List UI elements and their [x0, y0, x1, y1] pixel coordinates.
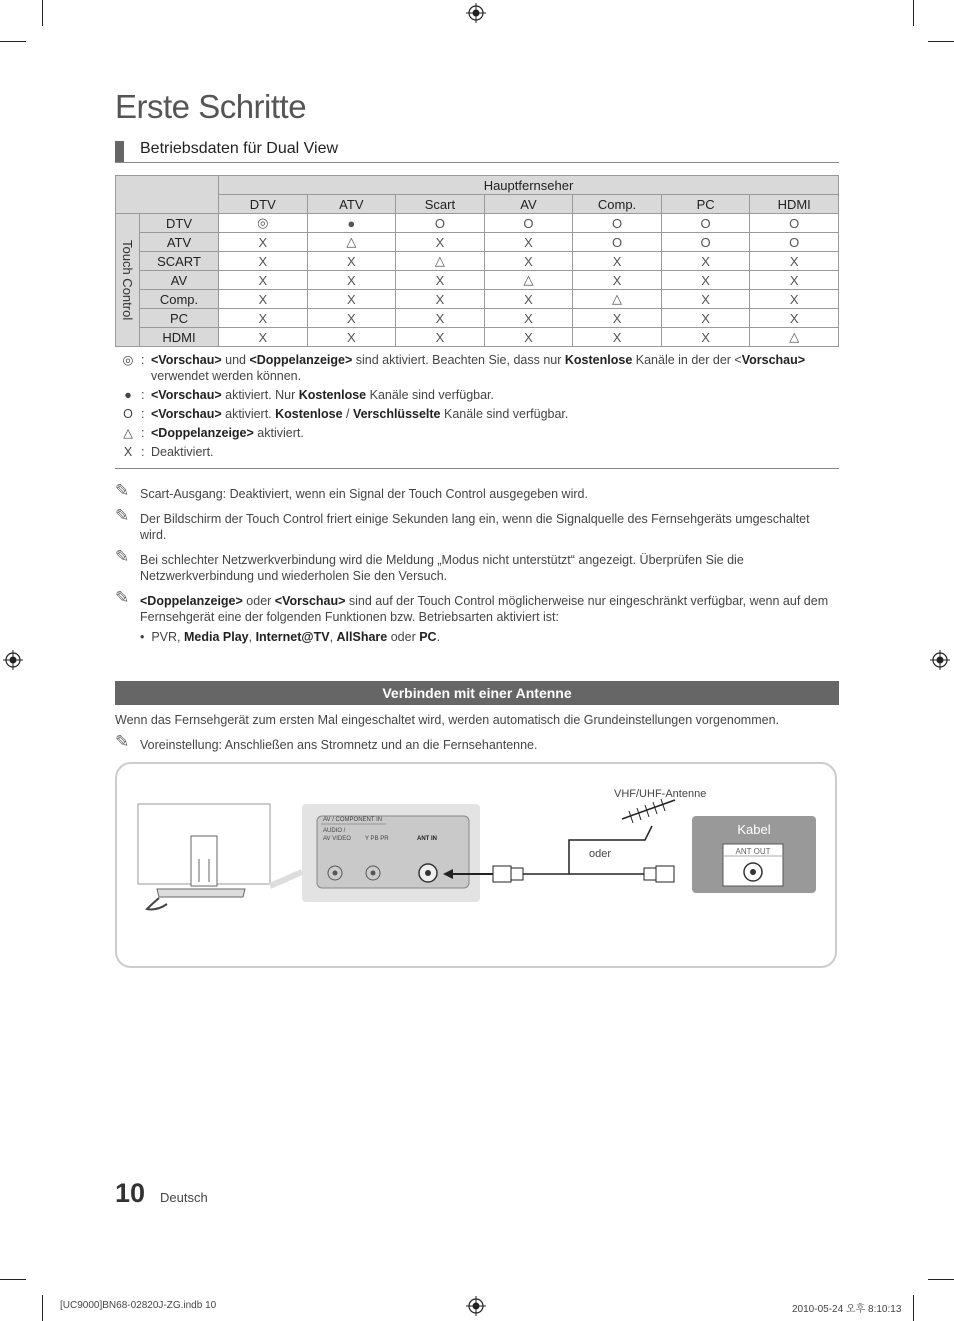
table-cell: X [307, 328, 396, 347]
table-cell: O [750, 233, 839, 252]
bullet-strong: Internet@TV [255, 630, 330, 644]
registration-mark-icon [930, 650, 950, 670]
table-cell: X [484, 309, 573, 328]
table-cell: X [219, 328, 308, 347]
table-row [116, 214, 839, 233]
table-row [116, 233, 839, 252]
table-cell: X [484, 290, 573, 309]
legend-symbol: O [123, 407, 133, 421]
connector-icon [644, 868, 656, 880]
note [115, 588, 839, 625]
legend-strong: Kostenlose [275, 407, 343, 421]
print-timestamp: 2010-05-24 오후 8:10:13 [792, 1304, 902, 1315]
legend-strong: Vorschau> [741, 353, 806, 367]
note [115, 732, 839, 753]
crop-mark [0, 1279, 26, 1280]
crop-mark [913, 0, 914, 26]
bullet-text: . [436, 630, 441, 644]
bullet-strong: AllShare [336, 630, 388, 644]
row-header: PC [140, 309, 219, 328]
diagram-drawing [117, 764, 835, 966]
table-cell: X [396, 328, 485, 347]
legend-text: / [342, 407, 353, 421]
table-cell: X [573, 271, 662, 290]
note-text: Bei schlechter Netzwerkverbindung wird die Meldung „Modus nicht unterstützt“ angezeigt. Überprüfen Sie die Netzwerkverbindung und wiederholen Sie den Versuch. [140, 553, 744, 583]
legend-colon: : [141, 445, 145, 459]
tv-base-icon [157, 889, 245, 897]
legend-strong: Kostenlose [564, 353, 633, 367]
table-cell: X [219, 271, 308, 290]
oder-label: oder [589, 848, 612, 860]
legend-strong: <Vorschau> [151, 407, 222, 421]
group-header: Hauptfernseher [219, 176, 839, 195]
column-header: ATV [307, 195, 396, 214]
table-row [116, 309, 839, 328]
note-strong: <Doppelanzeige> [140, 594, 243, 608]
legend-strong: Kostenlose [298, 388, 367, 402]
table-cell: X [661, 271, 750, 290]
section-marker [115, 141, 124, 162]
legend-strong: <Doppelanzeige> [151, 426, 254, 440]
note-strong: <Vorschau> [274, 594, 346, 608]
legend-colon: : [141, 426, 145, 440]
bullet-text: , [329, 630, 337, 644]
table-cell: X [307, 252, 396, 271]
pencil-icon: ✎ [115, 547, 130, 566]
table-cell: X [219, 290, 308, 309]
table-cell: △ [307, 233, 396, 252]
table-cell: X [484, 328, 573, 347]
column-header: PC [661, 195, 750, 214]
table-row [116, 290, 839, 309]
crop-mark [928, 41, 954, 42]
bullet-dot: • [140, 630, 152, 644]
bullet-text: oder [387, 630, 420, 644]
row-header: DTV [140, 214, 219, 233]
legend-symbol: △ [123, 426, 133, 440]
column-header: Scart [396, 195, 485, 214]
av-video-label: AV VIDEO [323, 836, 351, 842]
legend-item [115, 425, 839, 441]
note-text: Scart-Ausgang: Deaktiviert, wenn ein Signal der Touch Control ausgegeben wird. [140, 487, 588, 501]
column-header: AV [484, 195, 573, 214]
legend-symbol: X [123, 445, 133, 459]
crop-mark [0, 41, 26, 42]
note-text: oder [242, 594, 275, 608]
table-cell: X [396, 271, 485, 290]
pencil-icon: ✎ [115, 481, 130, 500]
legend-symbol: ◎ [122, 353, 134, 367]
legend-strong: <Vorschau> [151, 388, 222, 402]
table-corner [116, 176, 219, 214]
table-cell: X [307, 290, 396, 309]
page-number: 10 [115, 1178, 146, 1208]
table-cell: ◎ [219, 214, 308, 233]
legend-text: aktiviert. Nur [221, 388, 299, 402]
table-cell: X [396, 309, 485, 328]
power-cord-icon [147, 898, 167, 909]
legend-rule [115, 468, 839, 469]
table-cell: ● [307, 214, 396, 233]
table-cell: X [219, 309, 308, 328]
table-cell: X [396, 290, 485, 309]
section-title: Betriebsdaten für Dual View [140, 140, 339, 157]
table-cell: X [750, 290, 839, 309]
crop-mark [42, 1295, 43, 1321]
row-header: ATV [140, 233, 219, 252]
antenna-icon [622, 799, 675, 823]
table-cell: X [573, 328, 662, 347]
note [115, 547, 839, 584]
table-row [116, 252, 839, 271]
table-cell: X [661, 252, 750, 271]
legend-colon: : [141, 407, 145, 421]
table-row [116, 271, 839, 290]
antenna-intro: Wenn das Fernsehgerät zum ersten Mal eingeschaltet wird, werden automatisch die Grundeinstellungen vorgenommen. [115, 713, 780, 727]
table-cell: X [661, 328, 750, 347]
ant-out-label: ANT OUT [735, 847, 771, 856]
page-language: Deutsch [160, 1190, 208, 1205]
table-cell: X [573, 309, 662, 328]
table-cell: X [219, 252, 308, 271]
legend-text: aktiviert. [253, 426, 304, 440]
pencil-icon: ✎ [115, 506, 130, 525]
bullet-strong: Media Play [183, 630, 249, 644]
file-info: [UC9000]BN68-02820J-ZG.indb 10 [60, 1300, 217, 1311]
panel-group-label: AV / COMPONENT IN [323, 817, 383, 823]
row-header: SCART [140, 252, 219, 271]
legend-colon: : [141, 388, 145, 402]
dual-view-table [115, 175, 839, 347]
table-cell: X [573, 252, 662, 271]
legend-item [115, 387, 839, 403]
column-header: Comp. [573, 195, 662, 214]
legend-text: Kanäle in der der < [632, 353, 742, 367]
legend [115, 352, 839, 463]
table-cell: X [484, 252, 573, 271]
table-cell: X [661, 309, 750, 328]
legend-item [115, 406, 839, 422]
legend-strong: <Doppelanzeige> [249, 353, 353, 367]
table-cell: X [750, 309, 839, 328]
column-header: DTV [219, 195, 308, 214]
column-header: HDMI [750, 195, 839, 214]
antenna-diagram [115, 762, 837, 968]
bullet-text: , [248, 630, 256, 644]
cable-label: Kabel [737, 822, 771, 837]
crop-mark [928, 1279, 954, 1280]
connector-icon [493, 866, 511, 882]
legend-text: sind aktiviert. Beachten Sie, dass nur [352, 353, 565, 367]
page-title: Erste Schritte [115, 88, 307, 125]
note-text: Voreinstellung: Anschließen ans Stromnetz und an die Fernsehantenne. [140, 738, 538, 752]
legend-text: und [221, 353, 250, 367]
legend-text: Kanäle sind verfügbar. [366, 388, 495, 402]
table-cell: △ [750, 328, 839, 347]
section-rule [115, 162, 839, 163]
registration-mark-icon [466, 3, 486, 23]
table-cell: O [661, 233, 750, 252]
table-cell: X [396, 233, 485, 252]
legend-text: verwendet werden können. [151, 369, 302, 383]
table-cell: X [307, 309, 396, 328]
bullet-strong: PC [419, 630, 437, 644]
table-row [116, 328, 839, 347]
table-cell: X [484, 233, 573, 252]
table-cell: △ [484, 271, 573, 290]
legend-item [115, 352, 839, 384]
table-cell: O [396, 214, 485, 233]
legend-text: Kanäle sind verfügbar. [440, 407, 569, 421]
legend-colon: : [141, 353, 145, 367]
audio-label: AUDIO / [323, 828, 346, 834]
ant-in-label: ANT IN [417, 836, 437, 842]
table-cell: X [750, 252, 839, 271]
table-cell: △ [573, 290, 662, 309]
side-label: Touch Control [116, 214, 140, 347]
bullet-item [140, 630, 440, 644]
legend-strong: Verschlüsselte [352, 407, 441, 421]
table-cell: X [307, 271, 396, 290]
legend-text: Deaktiviert. [151, 445, 214, 459]
bullet-text: PVR, [151, 630, 184, 644]
table-cell: O [484, 214, 573, 233]
registration-mark-icon [3, 650, 23, 670]
crop-mark [42, 0, 43, 26]
table-cell: O [573, 233, 662, 252]
table-cell: O [573, 214, 662, 233]
pencil-icon: ✎ [115, 588, 130, 607]
legend-item [115, 444, 839, 460]
antenna-label: VHF/UHF-Antenne [614, 788, 707, 800]
antenna-section-title: Verbinden mit einer Antenne [115, 681, 839, 705]
ypbpr-label: Y PB PR [365, 836, 389, 842]
table-cell: O [750, 214, 839, 233]
table-cell: X [219, 233, 308, 252]
legend-text: aktiviert. [221, 407, 276, 421]
note [115, 506, 839, 543]
table-cell: X [661, 290, 750, 309]
row-header: Comp. [140, 290, 219, 309]
table-cell: △ [396, 252, 485, 271]
legend-symbol: ● [124, 388, 132, 402]
row-header: HDMI [140, 328, 219, 347]
registration-mark-icon [466, 1296, 486, 1316]
note-text: sind auf der Touch Control möglicherweise nur eingeschränkt verfügbar, wenn auf dem Fernsehgerät eine der folgenden Funktionen bzw. Betriebsarten aktiviert ist: [140, 594, 829, 624]
legend-strong: <Vorschau> [151, 353, 222, 367]
crop-mark [913, 1295, 914, 1321]
note [115, 481, 839, 502]
table-cell: X [750, 271, 839, 290]
table-cell: O [661, 214, 750, 233]
tv-stand-icon [191, 836, 217, 886]
note-text: Der Bildschirm der Touch Control friert einige Sekunden lang ein, wenn die Signalquelle des Fernsehgeräts umgeschaltet wird. [140, 512, 810, 542]
row-header: AV [140, 271, 219, 290]
pencil-icon: ✎ [115, 732, 130, 751]
